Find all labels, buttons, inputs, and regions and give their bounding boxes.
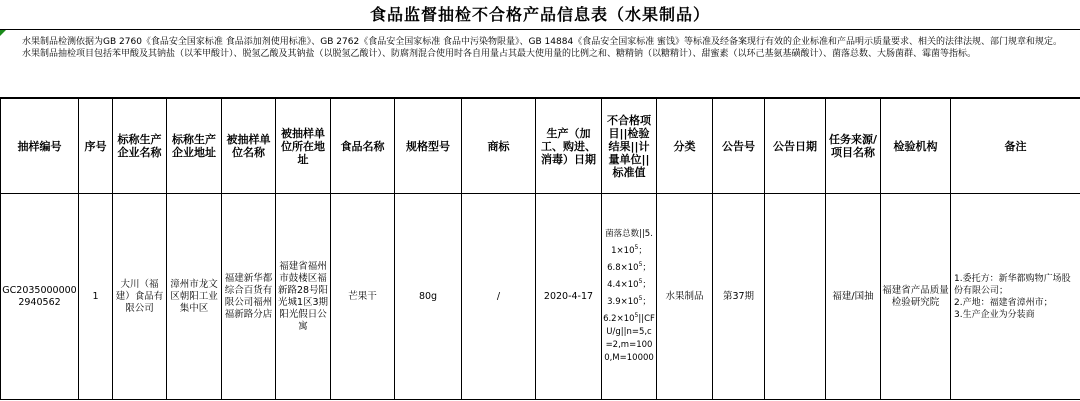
- header-category: 分类: [657, 99, 713, 194]
- header-brand: 商标: [462, 99, 536, 194]
- std-sep-3: ；: [642, 279, 651, 290]
- table-row: [1, 194, 1080, 400]
- header-producer: 标称生产企业名称: [113, 99, 167, 194]
- std-exp-2: 5: [638, 261, 643, 269]
- results-table: [0, 98, 1080, 400]
- description-block: [0, 30, 1080, 98]
- note-line-1: 1.委托方：新华都购物广场股份有限公司；: [954, 273, 1071, 296]
- cell-sampled-addr: 福建省福州市鼓楼区福新路28号阳光城1区3期阳光假日公寓: [276, 194, 331, 400]
- std-sep-1: ；: [638, 246, 647, 257]
- std-tail: ||CFU/g||n=5,c=2,m=1000,M=10000: [604, 313, 655, 363]
- std-value-4: 3.9×10: [607, 296, 639, 307]
- cell-failed-item: [602, 194, 657, 400]
- std-sep-2: ；: [642, 263, 651, 274]
- cell-lab: 福建省产品质量检验研究院: [881, 194, 951, 400]
- header-food-name: 食品名称: [331, 99, 395, 194]
- cell-food-name: 芒果干: [331, 194, 395, 400]
- header-notice-date: 公告日期: [765, 99, 826, 194]
- cell-brand: /: [462, 194, 536, 400]
- header-notice-no: 公告号: [713, 99, 765, 194]
- std-exp-5: 5: [634, 311, 639, 319]
- std-exp-4: 5: [638, 294, 643, 302]
- std-value-3: 4.4×10: [607, 279, 639, 290]
- cell-producer: 大川（福建）食品有限公司: [113, 194, 167, 400]
- header-sample-no: 抽样编号: [1, 99, 79, 194]
- header-lab: 检验机构: [881, 99, 951, 194]
- cell-category: 水果制品: [657, 194, 713, 400]
- description-basis: 水果制品检测依据为GB 2760《食品安全国家标准 食品添加剂使用标准》、GB 2762《食品安全国家标准 食品中污染物限量》、GB 14884《食品安全国家标准 蜜饯》等标准及经备案现行有效的企业标准和产品明示质量要求、相关的法律法规、部门规章和规定。: [22, 37, 1063, 47]
- header-task-source: 任务来源/项目名称: [826, 99, 881, 194]
- cell-notice-no: 第37期: [713, 194, 765, 400]
- std-item: 菌落总数||5.1×10: [605, 229, 653, 257]
- table-header-row: [1, 99, 1080, 194]
- cell-producer-addr: 漳州市龙文区朝阳工业集中区: [167, 194, 222, 400]
- header-producer-addr: 标称生产企业地址: [167, 99, 222, 194]
- cell-note: [951, 194, 1080, 400]
- cell-sampled-unit: 福建新华都综合百货有限公司福州福新路分店: [222, 194, 276, 400]
- cell-notice-date: [765, 194, 826, 400]
- std-sep-4: ；: [642, 296, 651, 307]
- note-line-2: 2.产地：福建省漳州市；: [954, 297, 1053, 308]
- cell-date: 2020-4-17: [536, 194, 602, 400]
- cell-spec: 80g: [395, 194, 462, 400]
- std-exp-3: 5: [638, 278, 643, 286]
- note-line-3: 3.生产企业为分装商: [954, 309, 1035, 320]
- header-spec: 规格型号: [395, 99, 462, 194]
- std-exp-1: 5: [634, 244, 639, 252]
- std-value-2: 6.8×10: [607, 263, 639, 274]
- header-sampled-addr: 被抽样单位所在地址: [276, 99, 331, 194]
- cell-task-source: 福建/国抽: [826, 194, 881, 400]
- cell-corner-marker: [0, 30, 6, 36]
- std-value-5: 6.2×10: [603, 313, 635, 324]
- description-items: 水果制品抽检项目包括苯甲酸及其钠盐（以苯甲酸计）、脱氢乙酸及其钠盐（以脱氢乙酸计）、防腐剂混合使用时各自用量占其最大使用量的比例之和、糖精钠（以糖精计）、甜蜜素（以环己基氨基磺酸计）、菌落总数、大肠菌群、霉菌等指标。: [22, 49, 977, 59]
- cell-seq: 1: [79, 194, 113, 400]
- header-seq: 序号: [79, 99, 113, 194]
- cell-sample-no: GC20350000002940562: [1, 194, 79, 400]
- header-date: 生产（加工、购进、消毒）日期: [536, 99, 602, 194]
- header-sampled-unit: 被抽样单位名称: [222, 99, 276, 194]
- page-title: 食品监督抽检不合格产品信息表（水果制品）: [0, 0, 1080, 30]
- header-failed-item: 不合格项目||检验结果||计量单位||标准值: [602, 99, 657, 194]
- header-note: 备注: [951, 99, 1080, 194]
